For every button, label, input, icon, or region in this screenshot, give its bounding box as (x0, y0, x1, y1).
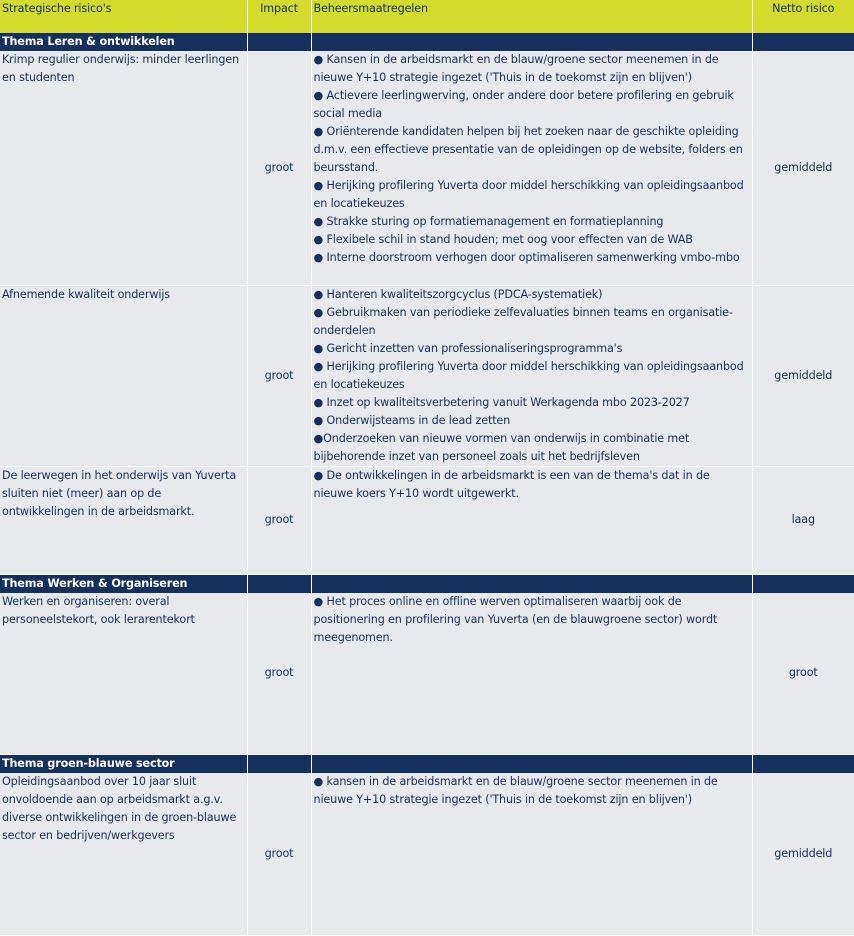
table-header-row (0, 0, 854, 33)
header-impact: Impact (247, 0, 311, 33)
measure-item: ● kansen in de arbeidsmarkt en de blauw/groene sector meenemen in de nieuwe Y+10 strategie ingezet ('Thuis in de toekomst zijn en blijven') (313, 775, 718, 806)
measure-item: ● Het proces online en offline werven optimaliseren waarbij ook de positionering en profilering van Yuverta (en de blauwgroene sector) wordt meegenomen. (313, 594, 718, 644)
measure-item: ● Flexibele schil in stand houden; met oog voor effecten van de WAB (313, 233, 693, 246)
table-row (0, 285, 854, 466)
net-risk-value: gemiddeld (752, 773, 854, 935)
impact-value: groot (247, 285, 311, 466)
header-risk: Strategische risico's (0, 0, 247, 33)
theme-row-groen-blauw (0, 755, 854, 774)
measure-item: ● Kansen in de arbeidsmarkt en de blauw/groene sector meenemen in de nieuwe Y+10 strategie ingezet ('Thuis in de toekomst zijn en blijven') (313, 53, 719, 84)
net-risk-value: groot (752, 593, 854, 755)
risk-description: De leerwegen in het onderwijs van Yuverta sluiten niet (meer) aan op de ontwikkelingen in de arbeidsmarkt. (0, 466, 247, 574)
header-net-risk: Netto risico (752, 0, 854, 33)
theme-row-leren (0, 33, 854, 51)
measures-cell (311, 773, 752, 935)
table-row (0, 593, 854, 755)
measure-item: ● Onderwijsteams in de lead zetten (313, 413, 511, 427)
measure-item: ● Actievere leerlingwerving, onder andere door betere profilering en gebruik social media (313, 89, 734, 120)
measure-item: ● Herijking profilering Yuverta door middel herschikking van opleidingsaanbod en locatiekeuzes (313, 359, 744, 391)
impact-value: groot (247, 466, 311, 574)
header-measures: Beheersmaatregelen (311, 0, 752, 33)
risk-description: Krimp regulier onderwijs: minder leerlingen en studenten (0, 51, 247, 285)
measure-item: ●Onderzoeken van nieuwe vormen van onderwijs in combinatie met bijbehorende inzet van personeel zoals uit het bedrijfsleven (313, 431, 690, 463)
measure-item: ● Interne doorstroom verhogen door optimaliseren samenwerking vmbo-mbo (313, 251, 740, 264)
risk-description: Opleidingsaanbod over 10 jaar sluit onvoldoende aan op arbeidsmarkt a.g.v. diverse ontwikkelingen in de groen-blauwe sector en bedrijven/werkgevers (0, 773, 247, 935)
table-row (0, 466, 854, 574)
impact-value: groot (247, 51, 311, 285)
measure-item: ● Gericht inzetten van professionaliseringsprogramma's (313, 341, 623, 355)
risk-description: Werken en organiseren: overal personeelstekort, ook lerarentekort (0, 593, 247, 755)
measure-item: ● Herijking profilering Yuverta door middel herschikking van opleidingsaanbod en locatiekeuzes (313, 179, 744, 210)
measure-item: ● Inzet op kwaliteitsverbetering vanuit Werkagenda mbo 2023-2027 (313, 395, 690, 409)
measures-cell (311, 466, 752, 574)
impact-value: groot (247, 593, 311, 755)
measure-item: ● Strakke sturing op formatiemanagement en formatieplanning (313, 215, 664, 228)
measures-cell (311, 285, 752, 466)
net-risk-value: laag (752, 466, 854, 574)
theme-title: Thema groen-blauwe sector (0, 755, 247, 774)
theme-title: Thema Werken & Organiseren (0, 574, 247, 593)
measures-cell (311, 51, 752, 285)
table-row (0, 773, 854, 935)
measure-item: ● Oriënterende kandidaten helpen bij het zoeken naar de geschikte opleiding d.m.v. een effectieve presentatie van de opleidingen op de website, folders en beursstand. (313, 125, 743, 174)
measure-item: ● Gebruikmaken van periodieke zelfevaluaties binnen teams en organisatie-onderdelen (313, 305, 733, 337)
measure-item: ● Hanteren kwaliteitszorgcyclus (PDCA-systematiek) (313, 287, 603, 301)
measure-item: ● De ontwikkelingen in de arbeidsmarkt is een van de thema's dat in de nieuwe koers Y+10 wordt uitgewerkt. (313, 468, 710, 500)
risk-description: Afnemende kwaliteit onderwijs (0, 285, 247, 466)
net-risk-value: gemiddeld (752, 285, 854, 466)
table-row (0, 51, 854, 285)
net-risk-value: gemiddeld (752, 51, 854, 285)
theme-row-werken (0, 574, 854, 593)
measures-cell (311, 593, 752, 755)
theme-title: Thema Leren & ontwikkelen (0, 33, 247, 51)
impact-value: groot (247, 773, 311, 935)
